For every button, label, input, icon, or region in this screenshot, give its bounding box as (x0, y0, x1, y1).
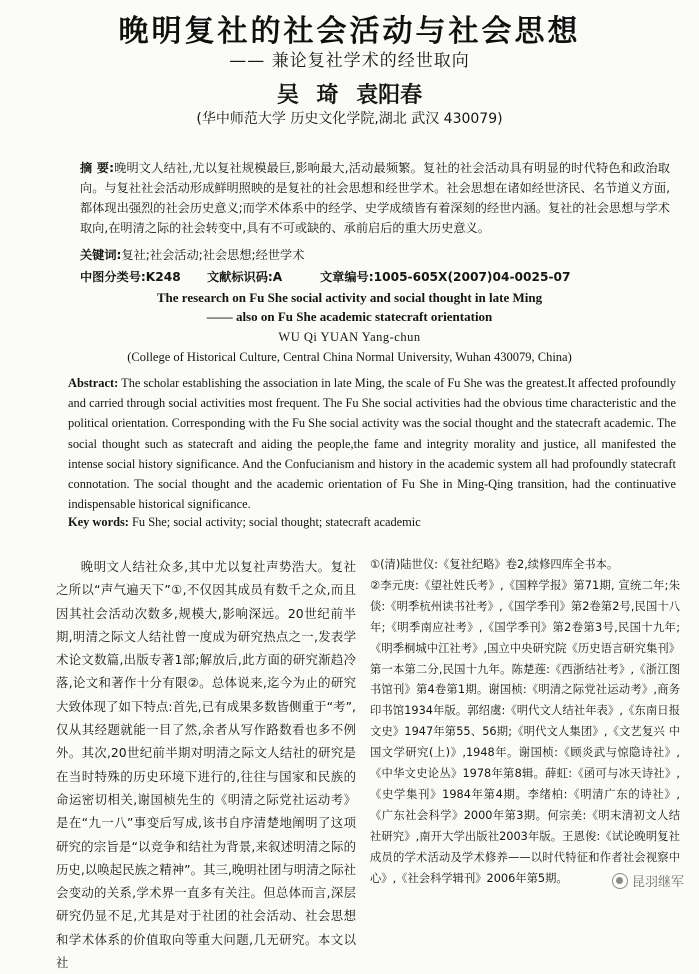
watermark-logo-icon (612, 873, 628, 889)
clc-number: 中图分类号:K248 (80, 270, 181, 284)
watermark-text: 昆羽继军 (631, 875, 684, 890)
author-affiliation: (华中师范大学 历史文化学院,湖北 武汉 430079) (196, 111, 503, 127)
abstract-cn-text: 晚明文人结社,尤以复社规模最巨,影响最大,活动最频繁。复社的社会活动具有明显的时代特色和政治取向。与复社社会活动形成鲜明照映的是复社的社会思想和经世学术。社会思想在诸如经世济民、名节道义方面,都体现出强烈的社会历史意义;而学术体系中的经学、史学成绩皆有着深刻的经世内涵。复社的社会思想与学术取向,在明清之际的社会转变中,具有不可或缺的、承前启后的重大历史意义。 (80, 161, 670, 235)
english-affiliation: (College of Historical Culture, Central China Normal University, Wuhan 430079, China) (127, 350, 572, 364)
abstract-cn (80, 158, 670, 238)
footnote-1: ①(清)陆世仪:《复社纪略》卷2,续修四库全书本。 (370, 558, 619, 571)
article-number: 文章编号:1005-605X(2007)04-0025-07 (320, 270, 571, 284)
keywords-cn (80, 246, 670, 263)
english-keywords-label: Key words: (68, 515, 129, 529)
english-abstract-text: The scholar establishing the association in late Ming, the scale of Fu She was the greatest.It affected profoundly and carried through social activities most frequent. The Fu She social activities had the obvious time characteristic and the political orientation. Corresponding with the Fu She social activity was the social thought and the statecraft academic. The social thought such as statecraft and aiding the people,the fame and integrity morality and justice, all manifested the intense social history significance. And the Confucianism and history in the academic system all had profoundly statecraft connotation. The social thought and the academic orientation of Fu She in Ming-Qing transition, had the continuative indispensable historical significance. (68, 376, 676, 512)
paper-title: 晚明复社的社会活动与社会思想 (118, 14, 581, 49)
english-authors: WU Qi YUAN Yang-chun (278, 330, 421, 344)
watermark (609, 870, 687, 891)
english-subtitle: —— also on Fu She academic statecraft orientation (206, 309, 493, 324)
document-code: 文献标识码:A (207, 270, 283, 284)
english-keywords (68, 515, 421, 530)
english-abstract (68, 373, 676, 514)
abstract-cn-label: 摘 要: (80, 161, 115, 175)
keywords-cn-text: 复社;社会活动;社会思想;经世学术 (121, 248, 305, 262)
classification-line (80, 268, 670, 286)
footnote-2: ②李元庚:《望社姓氏考》,《国粹学报》第71期, 宣统二年;朱倓:《明季杭州读书社考》,《国学季刊》第2卷第2号,民国十八年;《明季南应社考》,《国学季刊》第2卷第3号,民国十九年;《明季桐城中江社考》,国立中央研究院《历史语言研究集刊》第一本第二分,民国十九年。陈楚莲:《西浙结社考》,《浙江图书馆刊》第4卷第1期。谢国桢:《明清之际党社运动考》,商务印书馆1934年版。郭绍虞:《明代文人结社年表》,《东南日报文史》1947年第55、56期;《明代文人集团》,《文艺复兴 中国文学研究(上)》,1948年。谢国桢:《顾炎武与惊隐诗社》,《中华文史论丛》1978年第8辑。薛虹:《函可与冰天诗社》,《史学集刊》1984年第4期。李绪柏:《明清广东的诗社》,《广东社会科学》2000年第3期。何宗美:《明末清初文人结社研究》,南开大学出版社2003年版。王恩俊:《试论晚明复社成员的学术活动及学术修养——以时代特征和作者社会视察中心》,《社会科学辑刊》2006年第5期。 (370, 578, 680, 885)
english-abstract-label: Abstract: (68, 376, 119, 390)
english-keywords-text: Fu She; social activity; social thought; statecraft academic (132, 515, 421, 529)
english-title: The research on Fu She social activity and social thought in late Ming (156, 290, 543, 305)
footnotes-column (370, 555, 680, 890)
keywords-cn-label: 关键词: (80, 248, 122, 262)
paper-subtitle: —— 兼论复社学术的经世取向 (229, 51, 470, 71)
body-left-column: 晚明文人结社众多,其中尤以复社声势浩大。复社之所以“声气遍天下”①,不仅因其成员有数千之众,而且因其社会活动次数多,规模大,影响深远。20世纪前半期,明清之际文人结社曾一度成为研究热点之一,发表学术论文数篇,出版专著1部;解放后,此方面的研究渐趋冷落,论文和著作十分有限②。总体说来,迄今为止的研究大致体现了如下特点:首先,已有成果多数皆侧重于“考”,仅从其经题就能一目了然,余者从写作路数看也多不例外。其次,20世纪前半期对明清之际文人结社的研究是在当时特殊的历史环境下进行的,往往与国家和民族的命运密切相关,谢国桢先生的《明清之际党社运动考》是在“九一八”事变后写成,该书自序清楚地阐明了这项研究的宗旨是“以竞争和结社为背景,来叙述明清之际的历史,以唤起民族之精神”。其三,晚明社团与明清之际社会变动的关系,学术界一直多有关注。但总体而言,深层研究仍显不足,尤其是对于社团的社会活动、社会思想和学术体系的价值取向等重大问题,几无研究。本文以社 (56, 559, 356, 971)
paper-authors: 吴 琦 袁阳春 (276, 83, 423, 108)
